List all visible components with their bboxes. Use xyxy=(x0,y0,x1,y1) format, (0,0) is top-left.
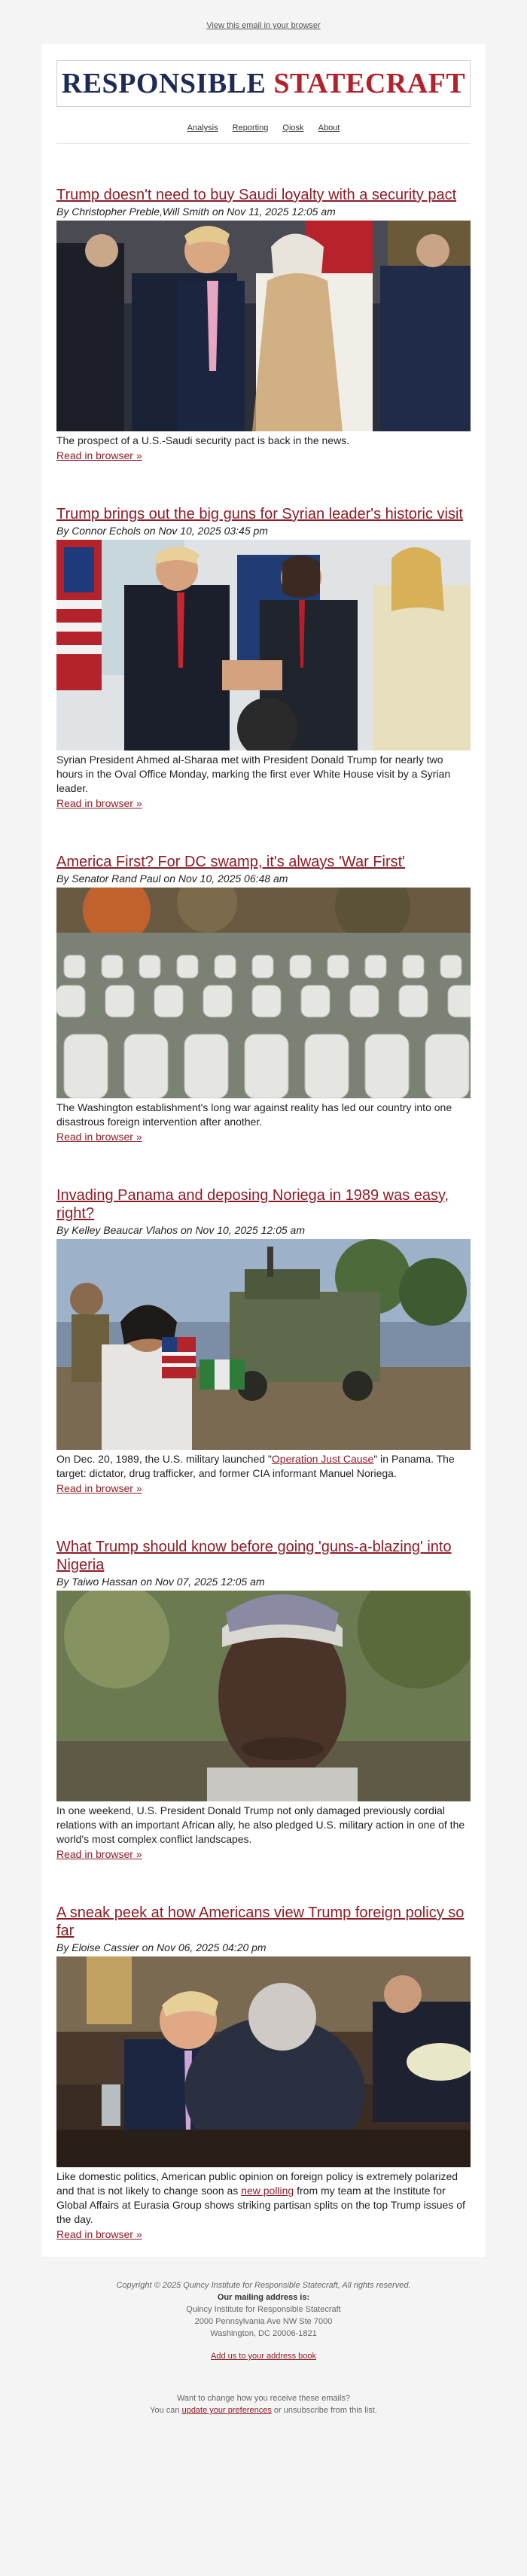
article-title[interactable]: What Trump should know before going 'guns-a-blazing' into Nigeria xyxy=(56,1539,452,1573)
article-image[interactable] xyxy=(56,1956,471,2167)
pref-pre-text: You can xyxy=(150,2406,182,2415)
address-line: Washington, DC 20006-1821 xyxy=(210,2329,317,2338)
view-in-browser-link[interactable]: View this email in your browser xyxy=(206,21,321,30)
article-title[interactable]: America First? For DC swamp, it's always 'War First' xyxy=(56,854,405,870)
update-preferences-link[interactable]: update your preferences xyxy=(181,2406,272,2415)
article xyxy=(56,1186,471,1496)
article-excerpt: In one weekend, U.S. President Donald Trump not only damaged previously cordial relations with an important African ally, he also pledged U.S. military action in one of the world's most complex conflict landscapes. xyxy=(56,1804,465,1845)
footer xyxy=(0,2257,527,2416)
article-excerpt: The Washington establishment's long war against reality has led our country into one disastrous foreign intervention after another. xyxy=(56,1101,452,1128)
nav-analysis[interactable]: Analysis xyxy=(187,123,218,132)
read-in-browser-link[interactable]: Read in browser » xyxy=(56,1131,142,1143)
new-polling-link[interactable]: new polling xyxy=(241,2185,294,2197)
logo-text-statecraft: STATECRAFT xyxy=(273,68,466,99)
logo[interactable] xyxy=(56,60,471,107)
nav-qiosk[interactable]: Qiosk xyxy=(282,123,304,132)
article-excerpt xyxy=(56,1452,471,1481)
article-image[interactable] xyxy=(56,1591,471,1801)
article xyxy=(56,853,471,1144)
divider xyxy=(56,143,471,144)
article-byline: By Kelley Beaucar Vlahos on Nov 10, 2025 12:05 am xyxy=(56,1224,305,1236)
article-byline: By Taiwo Hassan on Nov 07, 2025 12:05 am xyxy=(56,1576,265,1588)
nav-reporting[interactable]: Reporting xyxy=(232,123,269,132)
address-line: 2000 Pennsylvania Ave NW Ste 7000 xyxy=(194,2317,333,2326)
nav-about[interactable]: About xyxy=(318,123,340,132)
preferences-line xyxy=(0,2404,527,2416)
mailing-address xyxy=(0,2291,527,2340)
pref-post-text: or unsubscribe from this list. xyxy=(271,2406,377,2415)
top-bar xyxy=(0,0,527,44)
read-in-browser-link[interactable]: Read in browser » xyxy=(56,2228,142,2240)
excerpt-text-post: from my team at the Institute for Global Affairs at Eurasia Group shows striking partisan splits on the top Trump issues of the day. xyxy=(56,2185,465,2225)
address-line: Quincy Institute for Responsible Statecraft xyxy=(186,2305,341,2314)
article-byline: By Eloise Cassier on Nov 06, 2025 04:20 pm xyxy=(56,1941,267,1953)
article-excerpt xyxy=(56,2170,471,2227)
article xyxy=(56,505,471,811)
article-image[interactable] xyxy=(56,221,471,431)
article-image[interactable] xyxy=(56,888,471,1098)
read-in-browser-link[interactable]: Read in browser » xyxy=(56,449,142,461)
read-in-browser-link[interactable]: Read in browser » xyxy=(56,1848,142,1860)
article-excerpt: Syrian President Ahmed al-Sharaa met with President Donald Trump for nearly two hours in the Oval Office Monday, marking the first ever White House visit by a Syrian leader. xyxy=(56,754,451,794)
article-excerpt: The prospect of a U.S.-Saudi security pact is back in the news. xyxy=(56,434,350,446)
copyright-text: Copyright © 2025 Quincy Institute for Responsible Statecraft, All rights reserved. xyxy=(116,2281,411,2290)
read-in-browser-link[interactable]: Read in browser » xyxy=(56,797,142,809)
article-image[interactable] xyxy=(56,1239,471,1450)
excerpt-text-post: " in Panama. The target: dictator, drug trafficker, and former CIA informant Manuel Noriega. xyxy=(56,1453,455,1479)
excerpt-text-pre: On Dec. 20, 1989, the U.S. military launched " xyxy=(56,1453,272,1465)
article xyxy=(56,186,471,463)
change-question-text: Want to change how you receive these emails? xyxy=(176,2394,351,2403)
operation-just-cause-link[interactable]: Operation Just Cause xyxy=(271,1453,374,1465)
article xyxy=(56,1538,471,1862)
article-byline: By Senator Rand Paul on Nov 10, 2025 06:48 am xyxy=(56,872,288,885)
add-address-book-link[interactable]: Add us to your address book xyxy=(210,2352,317,2361)
article-title[interactable]: Trump brings out the big guns for Syrian leader's historic visit xyxy=(56,506,463,522)
nav-bar xyxy=(56,123,471,132)
mailing-label: Our mailing address is: xyxy=(217,2293,310,2302)
article-title[interactable]: A sneak peek at how Americans view Trump foreign policy so far xyxy=(56,1905,465,1939)
article-title[interactable]: Trump doesn't need to buy Saudi loyalty with a security pact xyxy=(56,187,457,203)
excerpt-text-pre: Like domestic politics, American public opinion on foreign policy is extremely polarized and that is not likely to change soon as xyxy=(56,2170,458,2197)
article-byline: By Christopher Preble,Will Smith on Nov 11, 2025 12:05 am xyxy=(56,206,336,218)
article-title[interactable]: Invading Panama and deposing Noriega in 1989 was easy, right? xyxy=(56,1187,449,1222)
article-image[interactable] xyxy=(56,540,471,751)
article xyxy=(56,1904,471,2242)
article-byline: By Connor Echols on Nov 10, 2025 03:45 pm xyxy=(56,525,268,537)
read-in-browser-link[interactable]: Read in browser » xyxy=(56,1482,142,1494)
logo-text-responsible: RESPONSIBLE xyxy=(61,68,267,99)
email-card xyxy=(41,44,486,2257)
